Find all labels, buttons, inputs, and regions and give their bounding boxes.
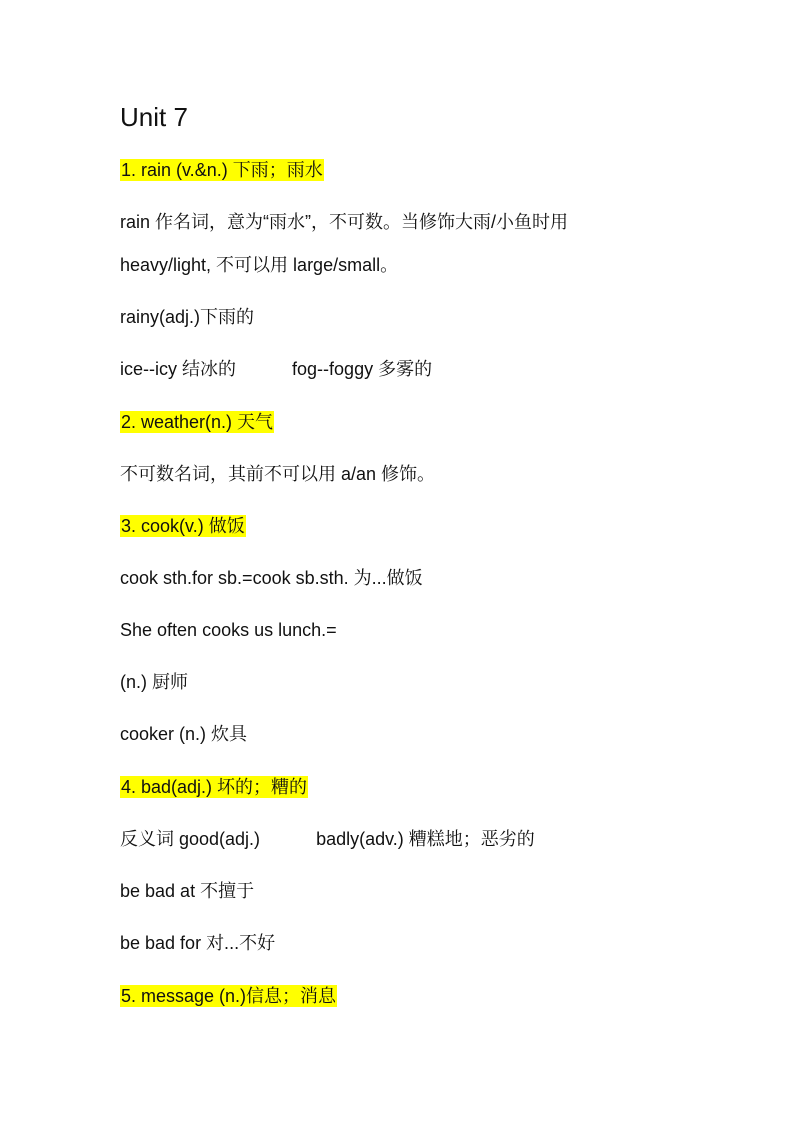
note-right: fog--foggy 多雾的 <box>292 359 433 379</box>
highlighted-heading: 1. rain (v.&n.) 下雨；雨水 <box>121 160 323 180</box>
entry-heading-weather <box>120 410 274 434</box>
note-line: heavy/light, 不可以用 large/small。 <box>120 255 399 275</box>
note-line: 不可数名词，其前不可以用 a/an 修饰。 <box>120 464 436 484</box>
entry-heading-rain <box>120 158 324 182</box>
highlighted-heading: 2. weather(n.) 天气 <box>121 412 274 432</box>
note-line-pair <box>120 827 535 851</box>
note-line: cook sth.for sb.=cook sb.sth. 为...做饭 <box>120 568 423 588</box>
note-left: 反义词 good(adj.) <box>120 829 261 849</box>
note-line: be bad for 对...不好 <box>120 933 276 953</box>
entry-heading-message <box>120 984 337 1008</box>
highlighted-heading: 3. cook(v.) 做饭 <box>121 516 245 536</box>
note-line: (n.) 厨师 <box>120 672 189 692</box>
note-left: ice--icy 结冰的 <box>120 359 236 379</box>
highlighted-heading: 4. bad(adj.) 坏的；糟的 <box>121 777 308 797</box>
note-line: be bad at 不擅于 <box>120 881 255 901</box>
note-line: cooker (n.) 炊具 <box>120 724 248 744</box>
unit-title: Unit 7 <box>120 102 188 132</box>
note-line-pair <box>120 357 432 381</box>
note-line: rain 作名词，意为“雨水”，不可数。当修饰大雨/小鱼时用 <box>120 212 569 232</box>
note-right: badly(adv.) 糟糕地；恶劣的 <box>316 829 535 849</box>
note-line: She often cooks us lunch.= <box>120 620 337 640</box>
note-line: rainy(adj.)下雨的 <box>120 307 255 327</box>
entry-heading-cook <box>120 514 246 538</box>
entry-heading-bad <box>120 775 308 799</box>
highlighted-heading: 5. message (n.)信息；消息 <box>121 986 337 1006</box>
